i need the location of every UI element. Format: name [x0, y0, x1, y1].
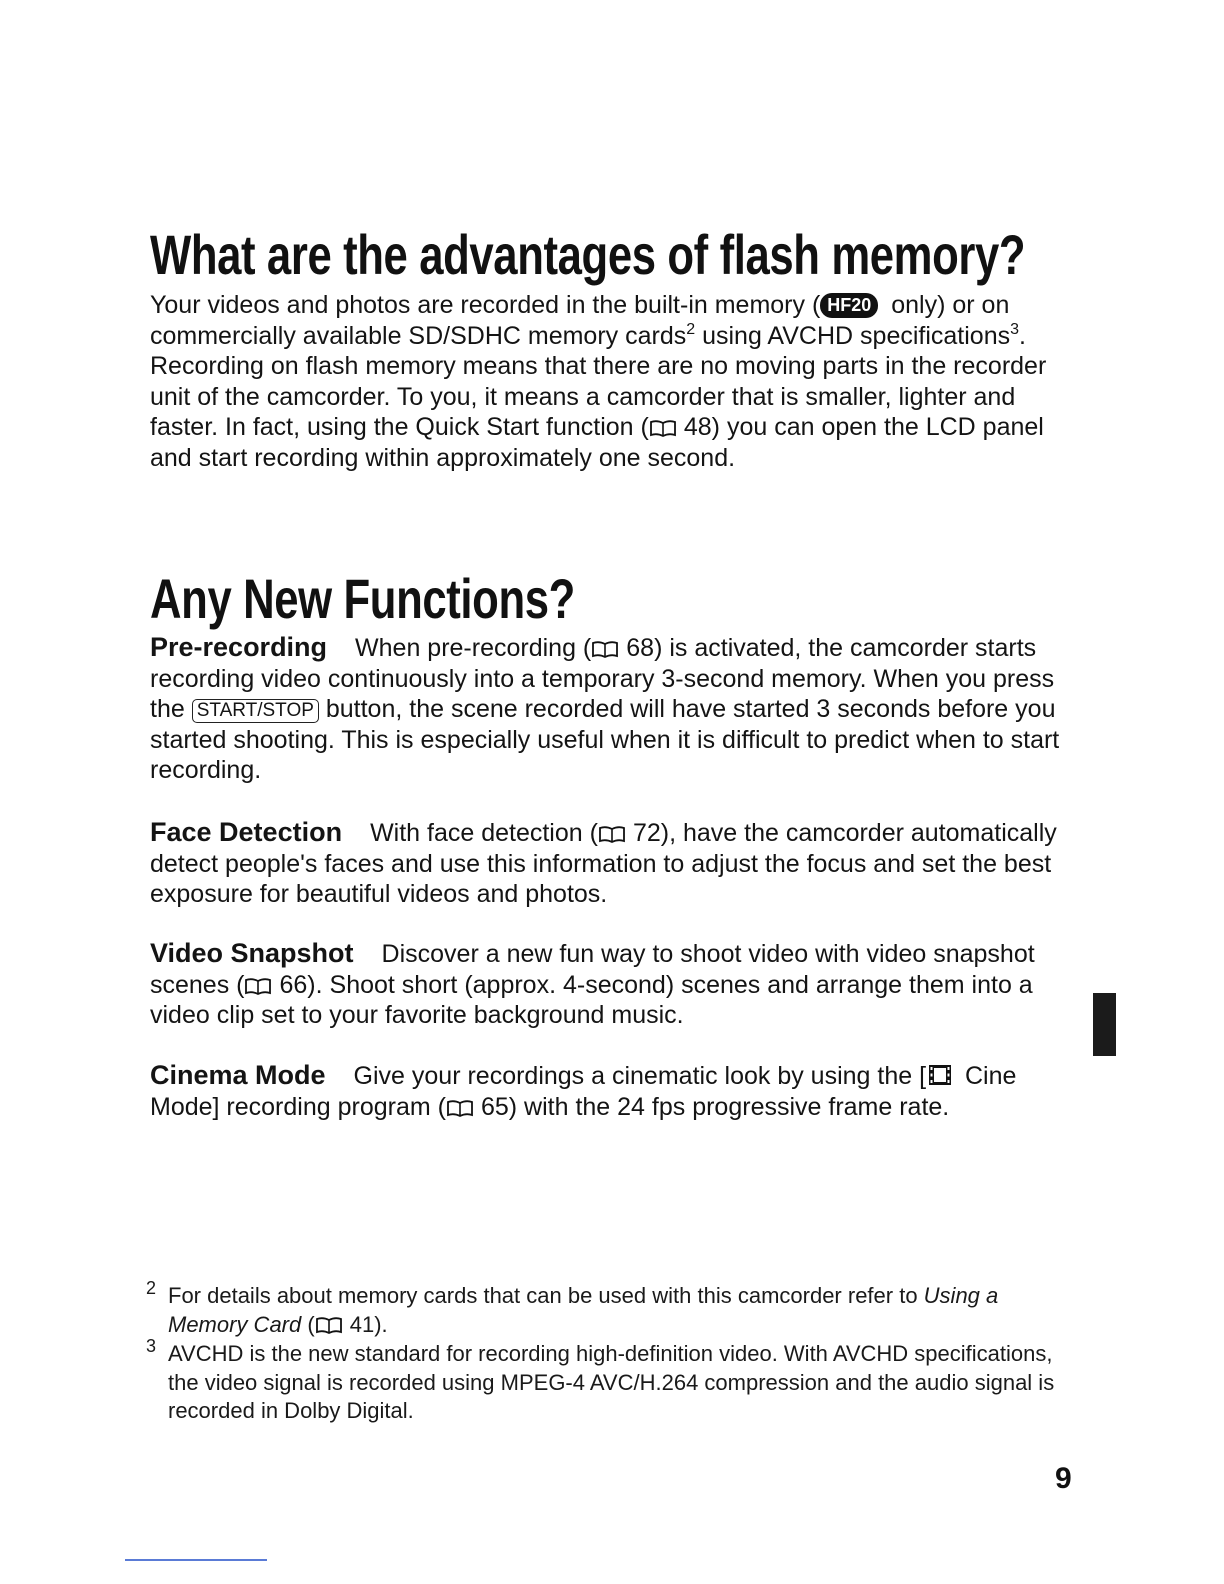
start-stop-key: START/STOP — [192, 699, 319, 723]
footnote-ref-3: 3 — [1010, 320, 1020, 338]
feature-text-2: ). Shoot short (approx. 4-second) scenes and arrange them into a video clip set to your favorite background music. — [150, 970, 1033, 1029]
intro-text-5: ) you can open the LCD panel and start recording within approximately one second. — [150, 413, 1044, 472]
footnote-number: 2 — [146, 1278, 157, 1298]
feature-term: Pre-recording — [150, 632, 328, 662]
footnote-body: AVCHD is the new standard for recording high-definition video. With AVCHD specifications, the video signal is recorded using MPEG-4 AVC/H.264 compression and the audio signal is recorded in Dolby Digital. — [168, 1341, 1055, 1423]
book-icon — [592, 641, 618, 658]
page-ref: 65 — [480, 1092, 509, 1121]
feature-video-snapshot — [150, 938, 1090, 1031]
feature-pre-recording — [150, 632, 1090, 786]
feature-term: Face Detection — [150, 817, 343, 847]
intro-paragraph — [150, 290, 1090, 473]
footnote-ref-2: 2 — [686, 320, 696, 338]
feature-text-3: ) with the 24 fps progressive frame rate. — [508, 1092, 950, 1121]
page-ref: 72 — [632, 819, 661, 847]
page-ref: 68 — [626, 634, 655, 662]
feature-text-2: ), have the camcorder automatically detect people's faces and use this information to adjust the focus and set the best exposure for beautiful videos and photos. — [150, 819, 1057, 908]
section-heading-new-functions: Any New Functions? — [150, 567, 575, 630]
feature-term: Cinema Mode — [150, 1060, 326, 1090]
page-ref: 41 — [349, 1311, 375, 1337]
feature-text-3: button, the scene recorded will have started 3 seconds before you started shooting. This is especially useful when it is difficult to predict when to start recording. — [150, 695, 1060, 784]
page-number: 9 — [1055, 1462, 1072, 1495]
feature-cinema-mode — [150, 1060, 1090, 1122]
cross-reference-link[interactable]: Using a Memory Card — [168, 1283, 999, 1337]
book-icon — [599, 826, 625, 843]
footnote-text — [146, 1278, 1066, 1339]
intro-text-4: . Recording on flash memory means that there are no moving parts in the recorder unit of the camcorder. To you, it means a camcorder that is smaller, lighter and faster. In fact, using the Quick Start function ( — [150, 321, 1047, 441]
footnote-number: 3 — [146, 1336, 157, 1356]
intro-text-3: using AVCHD specifications — [695, 321, 1011, 350]
section-thumb-tab — [1093, 993, 1116, 1056]
feature-text-2: ) is activated, the camcorder starts recording video continuously into a temporary 3-second memory. When you press the — [150, 634, 1055, 723]
page-ref: 66 — [279, 970, 308, 999]
page-ref: 48 — [683, 413, 712, 441]
feature-text-1: Give your recordings a cinematic look by using the [ — [353, 1062, 927, 1090]
footnote-text — [146, 1336, 1066, 1426]
book-icon — [245, 978, 271, 995]
film-icon — [926, 1063, 954, 1087]
footnote-3 — [146, 1336, 1066, 1426]
bottom-rule — [125, 1559, 267, 1561]
feature-face-detection — [150, 817, 1090, 910]
book-icon — [650, 420, 676, 437]
feature-text-1: Discover a new fun way to shoot video with video snapshot scenes ( — [150, 940, 1035, 999]
feature-text-1: With face detection ( — [370, 819, 598, 847]
footnote-text-1: For details about memory cards that can be used with this camcorder refer to — [168, 1283, 924, 1308]
feature-text-2: Cine Mode] recording program ( — [150, 1062, 1017, 1121]
intro-text-1: Your videos and photos are recorded in the built-in memory ( — [150, 291, 821, 319]
section-heading-flash-memory: What are the advantages of flash memory? — [150, 223, 1026, 286]
feature-term: Video Snapshot — [150, 938, 354, 968]
intro-text-2: only) or on commercially available SD/SDHC memory cards — [150, 291, 1010, 350]
footnote-2 — [146, 1278, 1066, 1339]
book-icon — [447, 1100, 473, 1117]
footnote-text-2: ( — [301, 1311, 315, 1337]
book-icon — [316, 1317, 342, 1334]
model-badge: HF20 — [820, 293, 878, 318]
feature-text-1: When pre-recording ( — [355, 634, 592, 662]
footnote-text-3: ). — [374, 1311, 388, 1337]
